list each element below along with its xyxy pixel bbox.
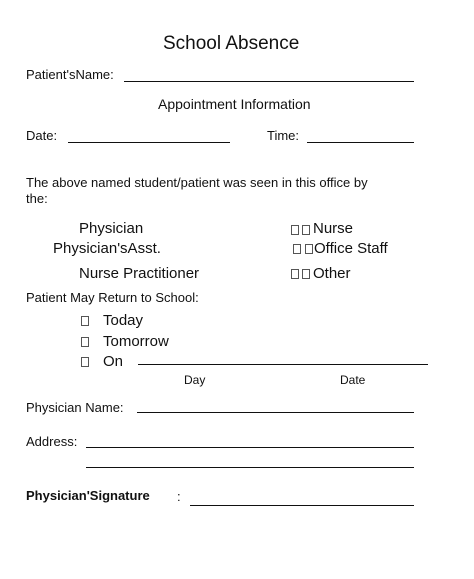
option-other: Other bbox=[313, 265, 351, 282]
physician-name-label: Physician Name: bbox=[26, 400, 124, 415]
option-physician-asst: Physician'sAsst. bbox=[53, 240, 161, 257]
address-label: Address: bbox=[26, 434, 78, 449]
option-on: On bbox=[103, 353, 124, 370]
option-tomorrow: Tomorrow bbox=[103, 333, 169, 350]
nurse-checkbox-b[interactable] bbox=[302, 225, 310, 235]
patient-name-label: Patient'sName: bbox=[26, 67, 114, 82]
office-staff-checkbox-a[interactable] bbox=[293, 244, 301, 254]
option-nurse: Nurse bbox=[313, 220, 354, 237]
signature-colon: : bbox=[177, 489, 181, 504]
address-field-line1[interactable] bbox=[86, 447, 414, 448]
address-field-line2[interactable] bbox=[86, 467, 414, 468]
day-caption: Day bbox=[184, 373, 206, 387]
option-today: Today bbox=[103, 312, 144, 329]
time-field[interactable] bbox=[307, 142, 414, 143]
signature-field[interactable] bbox=[190, 505, 414, 506]
nurse-checkbox-a[interactable] bbox=[291, 225, 299, 235]
option-office-staff: Office Staff bbox=[314, 240, 388, 257]
date-field[interactable] bbox=[68, 142, 230, 143]
return-label: Patient May Return to School: bbox=[26, 290, 199, 305]
return-date-field[interactable] bbox=[138, 364, 428, 365]
date-caption: Date bbox=[340, 373, 366, 387]
option-nurse-practitioner: Nurse Practitioner bbox=[79, 265, 200, 282]
other-checkbox-b[interactable] bbox=[302, 269, 310, 279]
tomorrow-checkbox[interactable] bbox=[81, 337, 89, 347]
date-label: Date: bbox=[26, 128, 58, 143]
on-checkbox[interactable] bbox=[81, 357, 89, 367]
office-staff-checkbox-b[interactable] bbox=[305, 244, 313, 254]
patient-name-field[interactable] bbox=[124, 81, 414, 82]
seen-statement-cont: the: bbox=[26, 191, 48, 206]
time-label: Time: bbox=[267, 128, 300, 143]
other-checkbox-a[interactable] bbox=[291, 269, 299, 279]
signature-label: Physician'Signature bbox=[26, 488, 150, 503]
form-title: School Absence bbox=[163, 33, 300, 54]
physician-name-field[interactable] bbox=[137, 412, 414, 413]
option-physician: Physician bbox=[79, 220, 144, 237]
today-checkbox[interactable] bbox=[81, 316, 89, 326]
seen-statement: The above named student/patient was seen in this office by bbox=[26, 175, 368, 190]
appointment-heading: Appointment Information bbox=[158, 96, 311, 112]
